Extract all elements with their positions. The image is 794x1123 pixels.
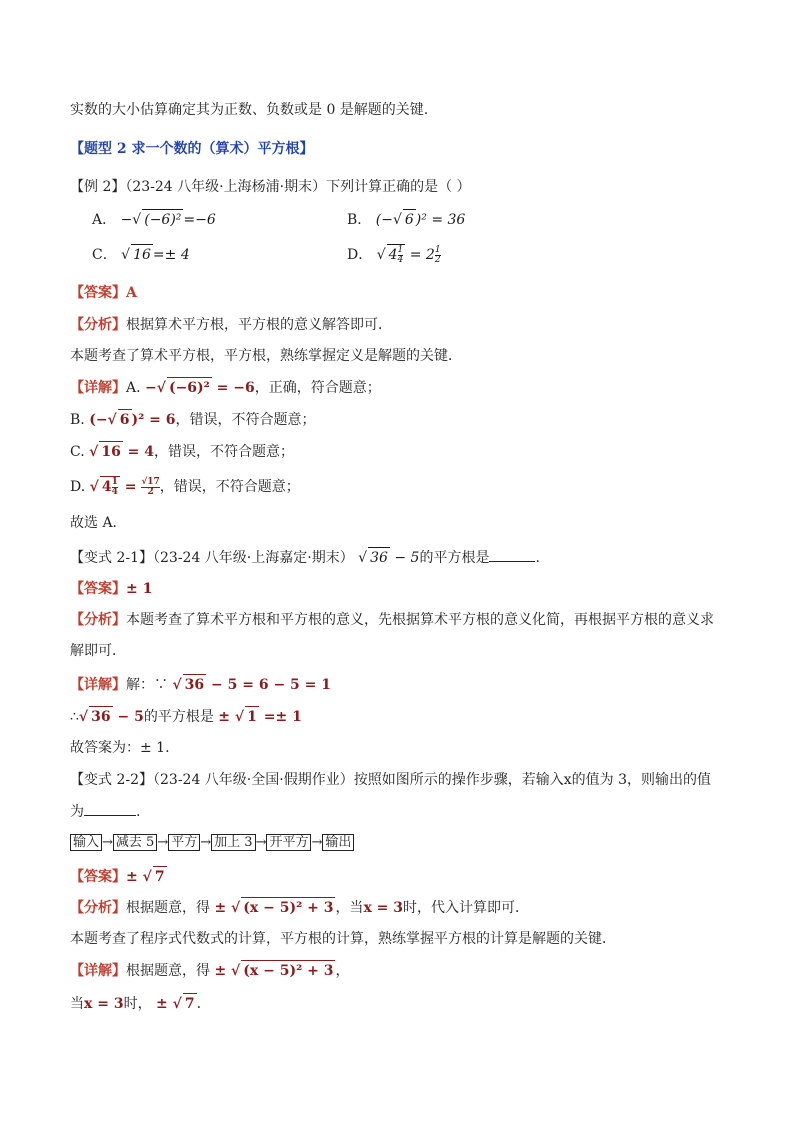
variant21-conclusion: 故答案为：± 1. bbox=[70, 740, 170, 756]
option-d: D． √ 4 $\frac{1}{4}$ = 2 $\frac{1}{2}$ bbox=[347, 244, 441, 265]
flow-step-square: 平方 bbox=[168, 834, 200, 851]
flow-step-sqrt: 开平方 bbox=[266, 834, 311, 851]
example2-analysis-2: 本题考查了算术平方根，平方根，熟练掌握定义是解题的关键． bbox=[70, 348, 462, 364]
flow-step-minus5: 减去 5 bbox=[113, 834, 157, 851]
variant21-detail-2: ∴√ 36 − 5的平方根是 ± √ 1 =± 1 bbox=[70, 706, 302, 727]
intro-line: 实数的大小估算确定其为正数、负数或是 0 是解题的关键. bbox=[70, 102, 429, 118]
flow-step-output: 输出 bbox=[322, 834, 354, 851]
variant21-analysis: 【分析】本题考查了算术平方根和平方根的意义，先根据算术平方根的意义化简，再根据平方根的意义求 bbox=[70, 612, 714, 628]
variant21-detail-1: 【详解】解：∵ √ 36 − 5 = 6 − 5 = 1 bbox=[70, 674, 331, 695]
example2-detail-d: D. √ 4 $\frac{1}{4}$ = $\frac{√17}{2}$ ，错误，不符合题意； bbox=[70, 476, 300, 497]
example2-conclusion: 故选 A． bbox=[70, 515, 127, 531]
example2-detail-a: 【详解】A. −√ (−6)² = −6，正确，符合题意； bbox=[70, 377, 381, 398]
option-c: C． √ 16 =± 4 bbox=[92, 244, 190, 265]
option-a: A． −√ (−6)² =−6 bbox=[92, 209, 216, 230]
section-title: 【题型 2 求一个数的（算术）平方根】 bbox=[70, 141, 314, 157]
variant22-detail-2: 当x = 3时， ± √ 7 . bbox=[70, 993, 201, 1014]
flow-step-plus3: 加上 3 bbox=[211, 834, 255, 851]
option-b: B． (−√ 6 )² = 36 bbox=[347, 209, 465, 230]
variant21-answer: 【答案】± 1 bbox=[70, 581, 153, 597]
variant21-question: 【变式 2-1】（23-24 八年级·上海嘉定·期末） √ 36 − 5的平方根是 . bbox=[70, 547, 540, 568]
variant22-question-2: 为 . bbox=[70, 804, 141, 820]
example2-analysis: 【分析】根据算术平方根，平方根的意义解答即可． bbox=[70, 317, 392, 333]
example2-answer: 【答案】A bbox=[70, 285, 137, 301]
variant22-analysis-2: 本题考查了程序式代数式的计算，平方根的计算，熟练掌握平方根的计算是解题的关键． bbox=[70, 931, 616, 947]
example2-detail-c: C. √ 16 = 4，错误，不符合题意； bbox=[70, 441, 294, 462]
variant22-question: 【变式 2-2】（23-24 八年级·全国·假期作业）按照如图所示的操作步骤，若输入x的值为 3，则输出的值 bbox=[70, 772, 711, 788]
variant22-analysis: 【分析】根据题意，得 ± √ (x − 5)² + 3 ，当x = 3时，代入计算即可． bbox=[70, 897, 529, 918]
variant22-detail: 【详解】根据题意，得 ± √ (x − 5)² + 3 ， bbox=[70, 960, 349, 981]
example2-question: 【例 2】（23-24 八年级·上海杨浦·期末）下列计算正确的是（ ） bbox=[70, 179, 471, 195]
flow-step-input: 输入 bbox=[70, 834, 102, 851]
variant21-analysis-2: 解即可． bbox=[70, 643, 126, 659]
example2-detail-b: B. (−√ 6 )² = 6，错误，不符合题意； bbox=[70, 409, 316, 430]
variant22-answer: 【答案】± √ 7 bbox=[70, 866, 167, 887]
operation-flow: 输入 → 减去 5 → 平方 → 加上 3 → 开平方 → 输出 bbox=[70, 834, 354, 852]
